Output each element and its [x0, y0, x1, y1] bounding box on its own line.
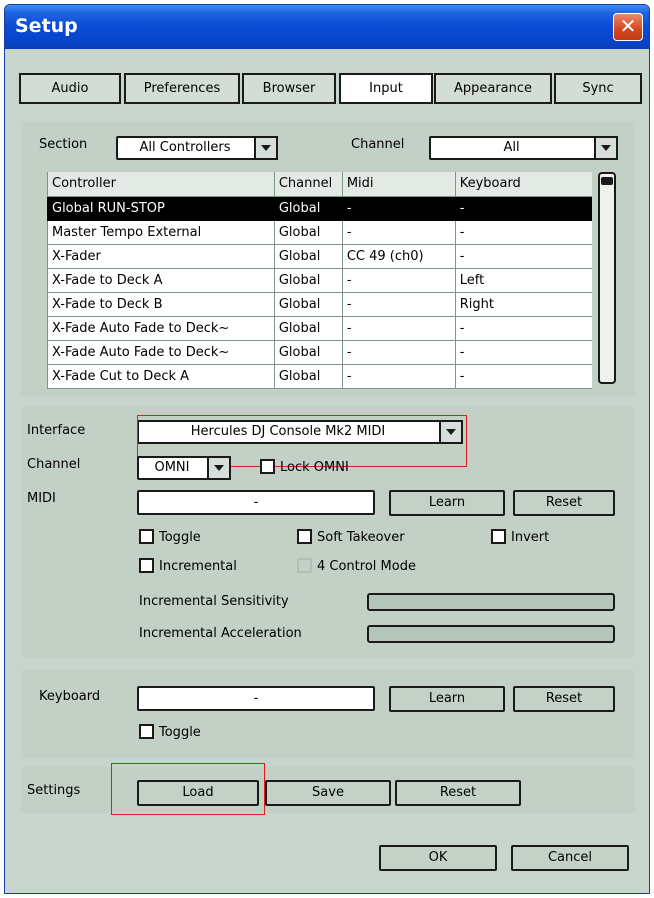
lock-omni-label: Lock OMNI: [280, 460, 349, 475]
four-control-mode-checkbox[interactable]: [297, 558, 416, 576]
tab-audio[interactable]: Audio: [19, 73, 121, 104]
interface-value: Hercules DJ Console Mk2 MIDI: [190, 424, 386, 439]
interface-label: Interface: [27, 423, 86, 438]
cell: Global: [274, 196, 342, 220]
inc-sensitivity-slider[interactable]: [367, 593, 615, 611]
col-channel[interactable]: Channel: [274, 172, 342, 196]
ok-button[interactable]: OK: [379, 845, 497, 871]
cell: Right: [455, 292, 592, 316]
cell: Master Tempo External: [48, 220, 275, 244]
cell: -: [342, 220, 455, 244]
cell: X-Fader: [48, 244, 275, 268]
cell: Global: [274, 316, 342, 340]
toggle-checkbox[interactable]: [139, 529, 201, 547]
cell: X-Fade Auto Fade to Deck~: [48, 340, 275, 364]
cell: -: [455, 364, 592, 388]
keyboard-learn-button[interactable]: Learn: [389, 686, 505, 712]
chevron-down-icon[interactable]: [254, 136, 278, 160]
cell: X-Fade to Deck B: [48, 292, 275, 316]
keyboard-toggle-label: Toggle: [159, 725, 201, 740]
channel-label: Channel: [351, 137, 405, 152]
channel-dropdown[interactable]: [429, 136, 618, 160]
invert-label: Invert: [511, 530, 550, 545]
cell: -: [342, 196, 455, 220]
cell: X-Fade Auto Fade to Deck~: [48, 316, 275, 340]
cell: CC 49 (ch0): [342, 244, 455, 268]
chevron-down-icon[interactable]: [594, 136, 618, 160]
checkbox-box[interactable]: [139, 558, 154, 573]
settings-load-button[interactable]: Load: [137, 780, 259, 806]
inc-acceleration-label: Incremental Acceleration: [139, 626, 302, 641]
cell: -: [342, 268, 455, 292]
midi-learn-button[interactable]: Learn: [389, 490, 505, 516]
midi-channel-value: OMNI: [154, 460, 190, 475]
cell: Left: [455, 268, 592, 292]
col-midi[interactable]: Midi: [342, 172, 455, 196]
window-title: Setup: [15, 15, 78, 37]
section-dropdown[interactable]: [116, 136, 278, 160]
highlight-box: [111, 763, 265, 815]
keyboard-label: Keyboard: [39, 689, 101, 704]
col-controller[interactable]: Controller: [48, 172, 275, 196]
table-scrollbar[interactable]: [598, 172, 616, 384]
table-row[interactable]: [48, 316, 593, 340]
cell: -: [455, 316, 592, 340]
cell: -: [342, 340, 455, 364]
table-header: [48, 172, 593, 196]
tab-input[interactable]: Input: [339, 73, 433, 104]
section-value: All Controllers: [139, 140, 231, 155]
four-control-label: 4 Control Mode: [317, 559, 416, 574]
inc-acceleration-slider[interactable]: [367, 625, 615, 643]
cell: Global: [274, 364, 342, 388]
table-row[interactable]: [48, 364, 593, 388]
chevron-down-icon[interactable]: [207, 456, 231, 480]
midi-reset-button[interactable]: Reset: [513, 490, 615, 516]
keyboard-toggle-checkbox[interactable]: [139, 724, 201, 742]
cell: Global: [274, 292, 342, 316]
scrollbar-thumb[interactable]: [601, 177, 613, 185]
cell: X-Fade to Deck A: [48, 268, 275, 292]
checkbox-box[interactable]: [139, 724, 154, 739]
midi-channel-dropdown[interactable]: [137, 456, 231, 480]
cell: -: [342, 292, 455, 316]
keyboard-panel: [21, 669, 635, 759]
cell: Global: [274, 268, 342, 292]
table-row[interactable]: [48, 220, 593, 244]
table-row[interactable]: [48, 196, 593, 220]
inc-sensitivity-label: Incremental Sensitivity: [139, 594, 289, 609]
cell: Global: [274, 220, 342, 244]
cell: Global: [274, 244, 342, 268]
table-row[interactable]: [48, 244, 593, 268]
cell: -: [455, 196, 592, 220]
col-keyboard[interactable]: Keyboard: [455, 172, 592, 196]
cancel-button[interactable]: Cancel: [511, 845, 629, 871]
cell: -: [455, 340, 592, 364]
toggle-label: Toggle: [159, 530, 201, 545]
cell: -: [455, 220, 592, 244]
cell: -: [342, 364, 455, 388]
checkbox-box[interactable]: [297, 558, 312, 573]
cell: -: [342, 316, 455, 340]
settings-reset-button[interactable]: Reset: [395, 780, 521, 806]
tab-appearance[interactable]: Appearance: [434, 73, 552, 104]
channel-value: All: [503, 140, 520, 155]
checkbox-box[interactable]: [297, 529, 312, 544]
midi-channel-label: Channel: [27, 457, 81, 472]
settings-label: Settings: [27, 783, 81, 798]
incremental-checkbox[interactable]: [139, 558, 237, 576]
close-button[interactable]: [613, 13, 643, 41]
tab-preferences[interactable]: Preferences: [124, 73, 240, 104]
midi-label: MIDI: [27, 491, 56, 506]
table-row[interactable]: [48, 292, 593, 316]
close-icon: ✕: [619, 14, 637, 38]
tab-browser[interactable]: Browser: [242, 73, 336, 104]
incremental-label: Incremental: [159, 559, 237, 574]
checkbox-box[interactable]: [491, 529, 506, 544]
tab-sync[interactable]: Sync: [554, 73, 642, 104]
cell: Global RUN-STOP: [48, 196, 275, 220]
setup-window: [4, 4, 650, 894]
cell: Global: [274, 340, 342, 364]
title-bar[interactable]: [5, 5, 649, 49]
checkbox-box[interactable]: [139, 529, 154, 544]
soft-takeover-label: Soft Takeover: [317, 530, 405, 545]
settings-save-button[interactable]: Save: [265, 780, 391, 806]
invert-checkbox[interactable]: [491, 529, 549, 547]
lock-omni-checkbox[interactable]: [260, 459, 349, 477]
checkbox-box[interactable]: [260, 459, 275, 474]
cell: X-Fade Cut to Deck A: [48, 364, 275, 388]
table-row[interactable]: [48, 268, 593, 292]
midi-input[interactable]: -: [137, 490, 375, 515]
soft-takeover-checkbox[interactable]: [297, 529, 405, 547]
controller-table: [47, 172, 592, 389]
cell: -: [455, 244, 592, 268]
section-label: Section: [39, 137, 88, 152]
table-row[interactable]: [48, 340, 593, 364]
keyboard-reset-button[interactable]: Reset: [513, 686, 615, 712]
keyboard-input[interactable]: -: [137, 686, 375, 711]
